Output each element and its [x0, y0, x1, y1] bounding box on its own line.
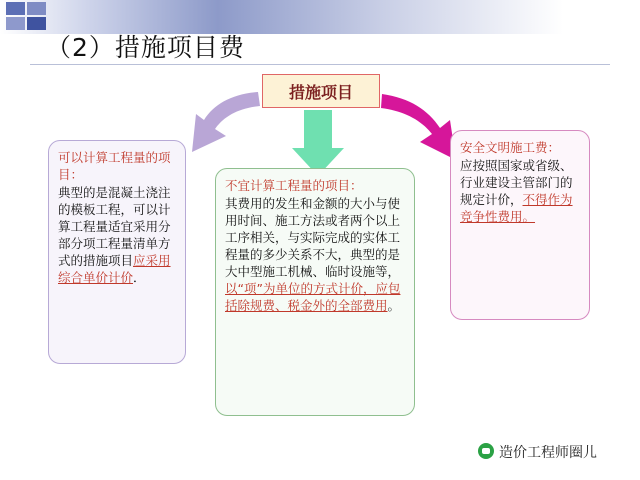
card-right-header: 安全文明施工费：	[460, 140, 561, 155]
card-middle-body-tail: 。	[387, 298, 401, 313]
footer-watermark: 造价工程师圈儿	[499, 445, 597, 461]
wechat-logo-icon	[478, 443, 494, 459]
logo-square-3	[6, 17, 25, 30]
card-left-header: 可以计算工程量的项目：	[58, 150, 171, 182]
card-right	[450, 130, 590, 320]
card-left-body-tail: ．	[133, 270, 146, 285]
arrow-middle	[292, 110, 344, 176]
card-right-emphasis: 不得作为竞争性费用。	[460, 192, 573, 224]
card-left-body-text: 典型的是混凝土浇注的模板工程，可以计算工程量适宜采用分部分项工程量清单方式的措施项目	[58, 185, 171, 268]
card-middle	[215, 168, 415, 416]
card-right-body	[460, 157, 580, 225]
title-divider	[30, 64, 610, 65]
arrow-left	[192, 92, 260, 152]
card-left-body	[58, 184, 176, 286]
card-middle-emphasis: 以“项”为单位的方式计价，应包括除规费、税金外的全部费用	[225, 281, 401, 313]
card-middle-header: 不宜计算工程量的项目：	[225, 178, 363, 193]
logo-square-2	[27, 2, 46, 15]
card-right-body-text: 应按照国家或省级、行业建设主管部门的规定计价，	[460, 158, 573, 207]
page-title: （2）措施项目费	[46, 33, 245, 62]
card-left	[48, 140, 186, 364]
root-node: 措施项目	[262, 74, 380, 108]
arrow-right	[381, 94, 456, 160]
card-middle-body	[225, 195, 405, 314]
logo-square-4	[27, 17, 46, 30]
logo-square-1	[6, 2, 25, 15]
card-left-emphasis: 应采用综合单价计价	[58, 253, 171, 285]
card-middle-body-text: 其费用的发生和金额的大小与使用时间、施工方法或者两个以上工序相关，与实际完成的实体工程量的多少关系不大，典型的是大中型施工机械、临时设施等，	[225, 196, 401, 279]
